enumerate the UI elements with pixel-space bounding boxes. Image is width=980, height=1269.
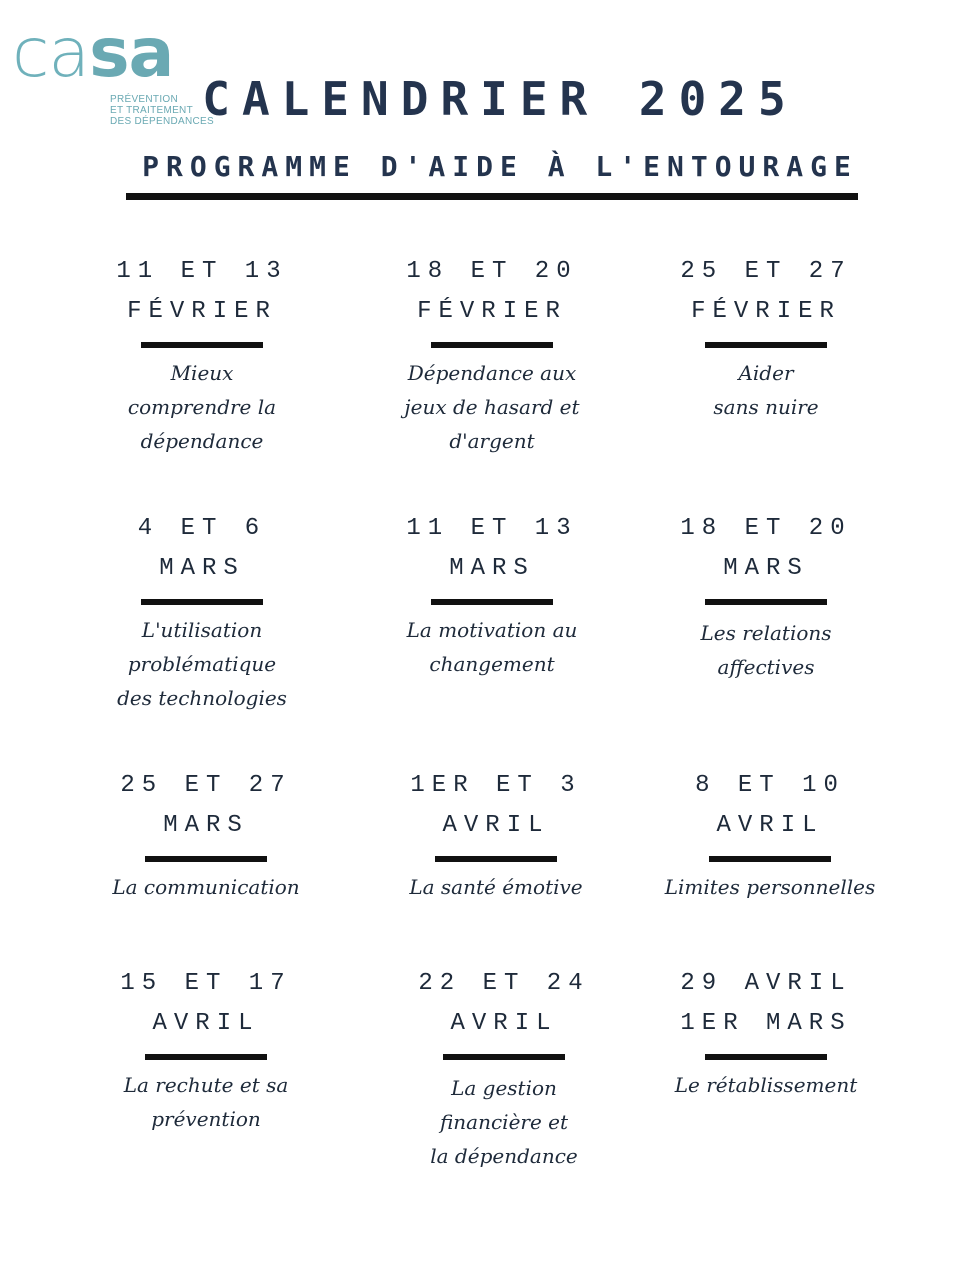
session-divider [431, 599, 553, 605]
session-card-2 [362, 252, 622, 458]
session-topic: L'utilisation problématique des technologies [117, 618, 287, 710]
session-month: MARS [163, 812, 249, 839]
session-topic: Les relations affectives [700, 621, 832, 679]
session-month: FÉVRIER [417, 298, 567, 325]
title-divider [126, 193, 858, 200]
session-card-4 [72, 509, 332, 715]
session-card-9 [640, 766, 900, 904]
session-date: 4 ET 6 [137, 515, 267, 542]
session-divider [705, 1054, 827, 1060]
session-divider [141, 599, 263, 605]
session-divider [145, 1054, 267, 1060]
session-month: FÉVRIER [691, 298, 841, 325]
session-divider [443, 1054, 565, 1060]
session-topic: La communication [112, 875, 300, 899]
session-topic: Limites personnelles [664, 875, 876, 899]
session-divider [435, 856, 557, 862]
session-date: 1ER ET 3 [410, 772, 582, 799]
session-date: 15 ET 17 [120, 970, 292, 997]
page-title: CALENDRIER 2025 [202, 72, 798, 126]
session-card-6 [636, 509, 896, 684]
session-month: 1ER MARS [680, 1010, 852, 1037]
session-date: 29 AVRIL [680, 970, 852, 997]
session-card-7 [76, 766, 336, 904]
session-date: 11 ET 13 [406, 515, 578, 542]
session-date: 18 ET 20 [406, 258, 578, 285]
session-card-11 [374, 964, 634, 1173]
session-topic: La rechute et sa prévention [123, 1073, 289, 1131]
session-topic: La motivation au changement [406, 618, 578, 676]
session-card-5 [362, 509, 622, 681]
session-date: 22 ET 24 [418, 970, 590, 997]
session-date: 18 ET 20 [680, 515, 852, 542]
session-date: 8 ET 10 [695, 772, 845, 799]
session-date: 25 ET 27 [120, 772, 292, 799]
session-card-3 [636, 252, 896, 424]
session-divider [431, 342, 553, 348]
session-topic: Aider sans nuire [713, 361, 819, 419]
session-date: 11 ET 13 [116, 258, 288, 285]
session-divider [705, 599, 827, 605]
session-divider [141, 342, 263, 348]
session-divider [705, 342, 827, 348]
session-card-1 [72, 252, 332, 458]
session-divider [709, 856, 831, 862]
session-month: AVRIL [450, 1010, 558, 1037]
session-topic: Dépendance aux jeux de hasard et d'argent [404, 361, 580, 453]
session-card-12 [636, 964, 896, 1102]
session-card-8 [366, 766, 626, 904]
logo-wordmark: casa [12, 14, 174, 93]
session-month: AVRIL [442, 812, 550, 839]
session-month: FÉVRIER [127, 298, 277, 325]
session-date: 25 ET 27 [680, 258, 852, 285]
session-month: AVRIL [152, 1010, 260, 1037]
session-topic: La santé émotive [409, 875, 583, 899]
session-topic: La gestion financière et la dépendance [430, 1076, 578, 1168]
session-month: MARS [449, 555, 535, 582]
page-subtitle: PROGRAMME D'AIDE À L'ENTOURAGE [142, 150, 858, 183]
session-divider [145, 856, 267, 862]
session-card-10 [76, 964, 336, 1136]
session-month: AVRIL [716, 812, 824, 839]
session-topic: Mieux comprendre la dépendance [127, 361, 277, 453]
logo-tagline: PRÉVENTION ET TRAITEMENT DES DÉPENDANCES [110, 94, 214, 127]
session-month: MARS [159, 555, 245, 582]
session-month: MARS [723, 555, 809, 582]
session-topic: Le rétablissement [674, 1073, 858, 1097]
